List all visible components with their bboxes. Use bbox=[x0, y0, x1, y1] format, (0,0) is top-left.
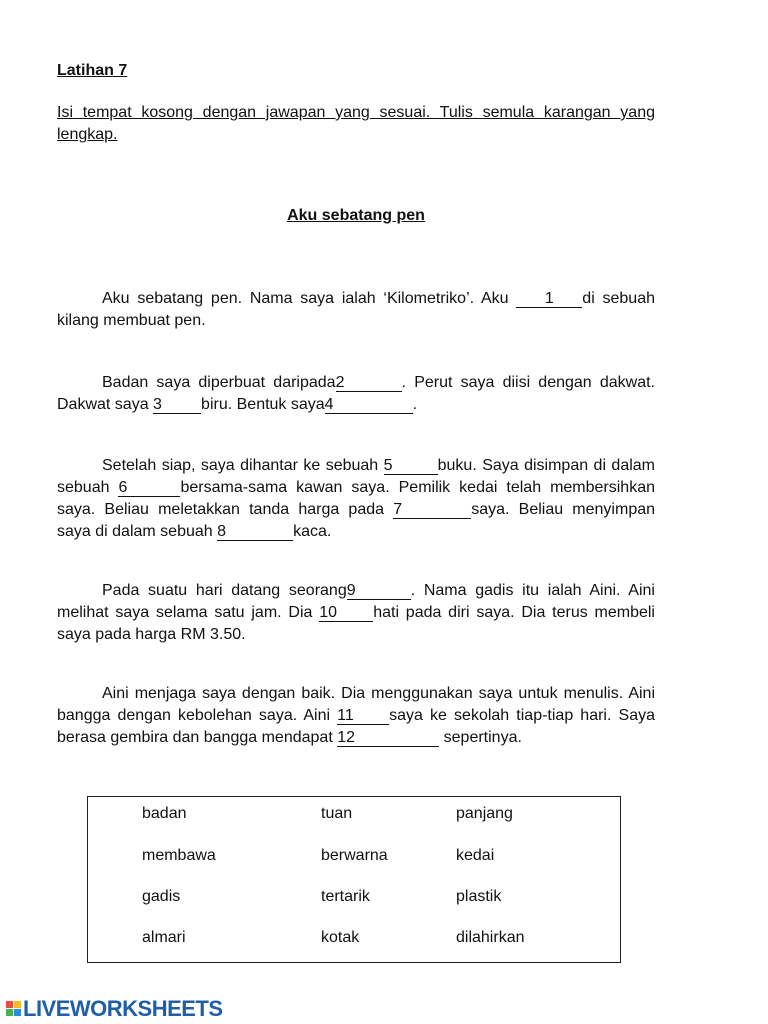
paragraph-text: biru. Bentuk saya bbox=[201, 396, 325, 413]
paragraph-text: hati pada diri saya. Dia terus membeli saya pada harga RM 3.50. bbox=[57, 604, 655, 643]
liveworksheets-logo[interactable] bbox=[6, 996, 223, 1022]
blank-4[interactable]: 4 bbox=[325, 396, 413, 414]
word-bank-item: almari bbox=[142, 929, 186, 946]
blank-8[interactable]: 8 bbox=[217, 523, 293, 541]
paragraph-text: di sebuah kilang membuat pen. bbox=[57, 290, 656, 329]
paragraph-text: Setelah siap, saya dihantar ke sebuah bbox=[102, 457, 384, 474]
paragraph-text: bersama-sama kawan saya. Pemilik kedai telah membersihkan saya. Beliau meletakkan tanda harga pada bbox=[57, 479, 656, 518]
paragraph-text: . bbox=[412, 396, 418, 413]
paragraph-text: saya. Beliau menyimpan saya di dalam sebuah bbox=[57, 501, 656, 540]
word-bank-item: kotak bbox=[321, 929, 360, 946]
blank-10[interactable]: 10 bbox=[319, 604, 373, 622]
word-bank-item: tuan bbox=[321, 805, 353, 822]
word-bank-item: kedai bbox=[456, 847, 495, 864]
paragraph-text: buku. Saya disimpan di dalam sebuah bbox=[57, 457, 655, 496]
blank-5[interactable]: 5 bbox=[384, 457, 438, 475]
paragraph-text: Badan saya diperbuat daripada bbox=[102, 374, 336, 391]
word-bank-item: plastik bbox=[456, 888, 502, 905]
word-bank-item: dilahirkan bbox=[456, 929, 525, 946]
blank-2[interactable]: 2 bbox=[336, 374, 402, 392]
blank-6[interactable]: 6 bbox=[118, 479, 180, 497]
word-bank-item: berwarna bbox=[321, 847, 388, 864]
exercise-heading: Latihan 7 bbox=[57, 62, 128, 79]
paragraph-3 bbox=[57, 455, 655, 543]
paragraph-1 bbox=[57, 288, 655, 332]
word-bank-item: badan bbox=[142, 805, 187, 822]
paragraph-5 bbox=[57, 683, 655, 749]
paragraph-text: Pada suatu hari datang seorang bbox=[102, 582, 347, 599]
word-bank-item: panjang bbox=[456, 805, 513, 822]
word-bank-item: tertarik bbox=[321, 888, 370, 905]
blank-7[interactable]: 7 bbox=[393, 501, 471, 519]
blank-9[interactable]: 9 bbox=[347, 582, 411, 600]
paragraph-4 bbox=[57, 580, 655, 646]
paragraph-text: Aku sebatang pen. Nama saya ialah ‘Kilometriko’. Aku bbox=[102, 290, 517, 307]
blank-11[interactable]: 11 bbox=[337, 707, 389, 725]
paragraph-text: Aini menjaga saya dengan baik. Dia menggunakan saya untuk menulis. Aini bangga dengan kebolehan saya. Aini bbox=[57, 685, 655, 724]
word-bank-box bbox=[87, 796, 621, 963]
blank-1[interactable]: 1 bbox=[516, 290, 582, 308]
blank-3[interactable]: 3 bbox=[153, 396, 201, 414]
word-bank-item: membawa bbox=[142, 847, 216, 864]
logo-squares-icon bbox=[6, 1001, 22, 1017]
instruction-text: Isi tempat kosong dengan jawapan yang sesuai. Tulis semula karangan yang lengkap. bbox=[57, 104, 655, 143]
word-bank-item: gadis bbox=[142, 888, 181, 905]
logo-text: LIVEWORKSHEETS bbox=[23, 996, 223, 1021]
paragraph-text: sepertinya. bbox=[439, 729, 522, 746]
paragraph-text: . Nama gadis itu ialah Aini. Aini melihat saya selama satu jam. Dia bbox=[57, 582, 655, 621]
paragraph-2 bbox=[57, 372, 655, 416]
paragraph-text: saya ke sekolah tiap-tiap hari. Saya berasa gembira dan bangga mendapat bbox=[57, 707, 656, 746]
paragraph-text: . Perut saya diisi dengan dakwat. Dakwat saya bbox=[57, 374, 656, 413]
paragraph-text: kaca. bbox=[293, 523, 332, 540]
story-title: Aku sebatang pen bbox=[287, 207, 425, 224]
blank-12[interactable]: 12 bbox=[337, 729, 439, 747]
